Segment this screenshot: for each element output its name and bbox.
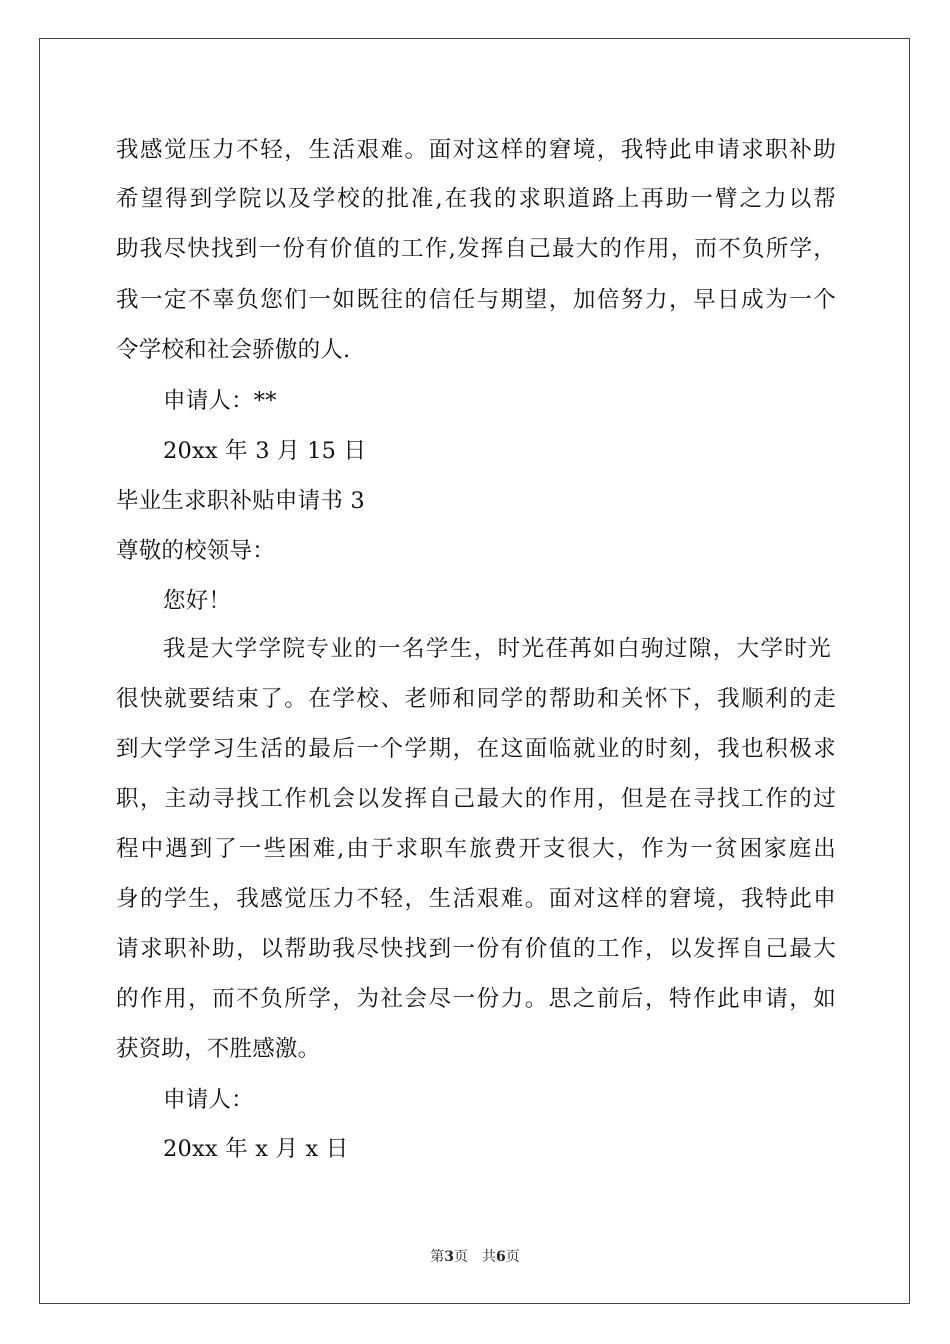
salutation: 尊敬的校领导：: [116, 538, 275, 564]
footer-prefix: 第: [430, 1249, 445, 1265]
letter-line-1: 我是大学学院专业的一名学生，时光荏苒如白驹过隙，大学时光: [163, 636, 831, 662]
footer-total-prefix: 共: [482, 1249, 496, 1265]
greeting: 您好！: [163, 588, 232, 614]
letter-line-4: 职，主动寻找工作机会以发挥自己最大的作用，但是在寻找工作的过: [116, 786, 836, 812]
body-line-5: 令学校和社会骄傲的人.: [116, 337, 351, 363]
footer-total-pages: 6: [496, 1249, 506, 1265]
body-line-4: 我一定不辜负您们一如既往的信任与期望，加倍努力，早日成为一个: [116, 287, 836, 313]
letter-line-2: 很快就要结束了。在学校、老师和同学的帮助和关怀下，我顺利的走: [116, 686, 836, 712]
section-title: 毕业生求职补贴申请书 3: [116, 488, 365, 514]
date-line-1: 20xx 年 3 月 15 日: [163, 438, 367, 464]
signature-line-2: 申请人：: [163, 1087, 254, 1113]
letter-line-5: 程中遇到了一些困难,由于求职车旅费开支很大，作为一贫困家庭出: [116, 836, 836, 862]
date-line-2: 20xx 年 x 月 x 日: [163, 1136, 349, 1162]
footer-page-suffix: 页: [454, 1249, 468, 1265]
body-line-2: 希望得到学院以及学校的批准,在我的求职道路上再助一臂之力以帮: [116, 186, 836, 212]
signature-line-1: 申请人：**: [163, 388, 277, 414]
body-line-1: 我感觉压力不轻，生活艰难。面对这样的窘境，我特此申请求职补助: [116, 137, 836, 163]
letter-line-3: 到大学学习生活的最后一个学期，在这面临就业的时刻，我也积极求: [116, 736, 836, 762]
letter-line-6: 身的学生，我感觉压力不轻，生活艰难。面对这样的窘境，我特此申: [116, 886, 836, 912]
letter-line-7: 请求职补助，以帮助我尽快找到一份有价值的工作，以发挥自己最大: [116, 936, 836, 962]
letter-line-8: 的作用，而不负所学，为社会尽一份力。思之前后，特作此申请，如: [116, 986, 836, 1012]
footer-page-number: 3: [444, 1249, 454, 1265]
page-footer: [0, 1247, 950, 1267]
footer-total-suffix: 页: [505, 1249, 520, 1265]
letter-line-9: 获资助，不胜感激。: [116, 1036, 321, 1062]
body-line-3: 助我尽快找到一份有价值的工作,发挥自己最大的作用，而不负所学，: [116, 236, 836, 262]
